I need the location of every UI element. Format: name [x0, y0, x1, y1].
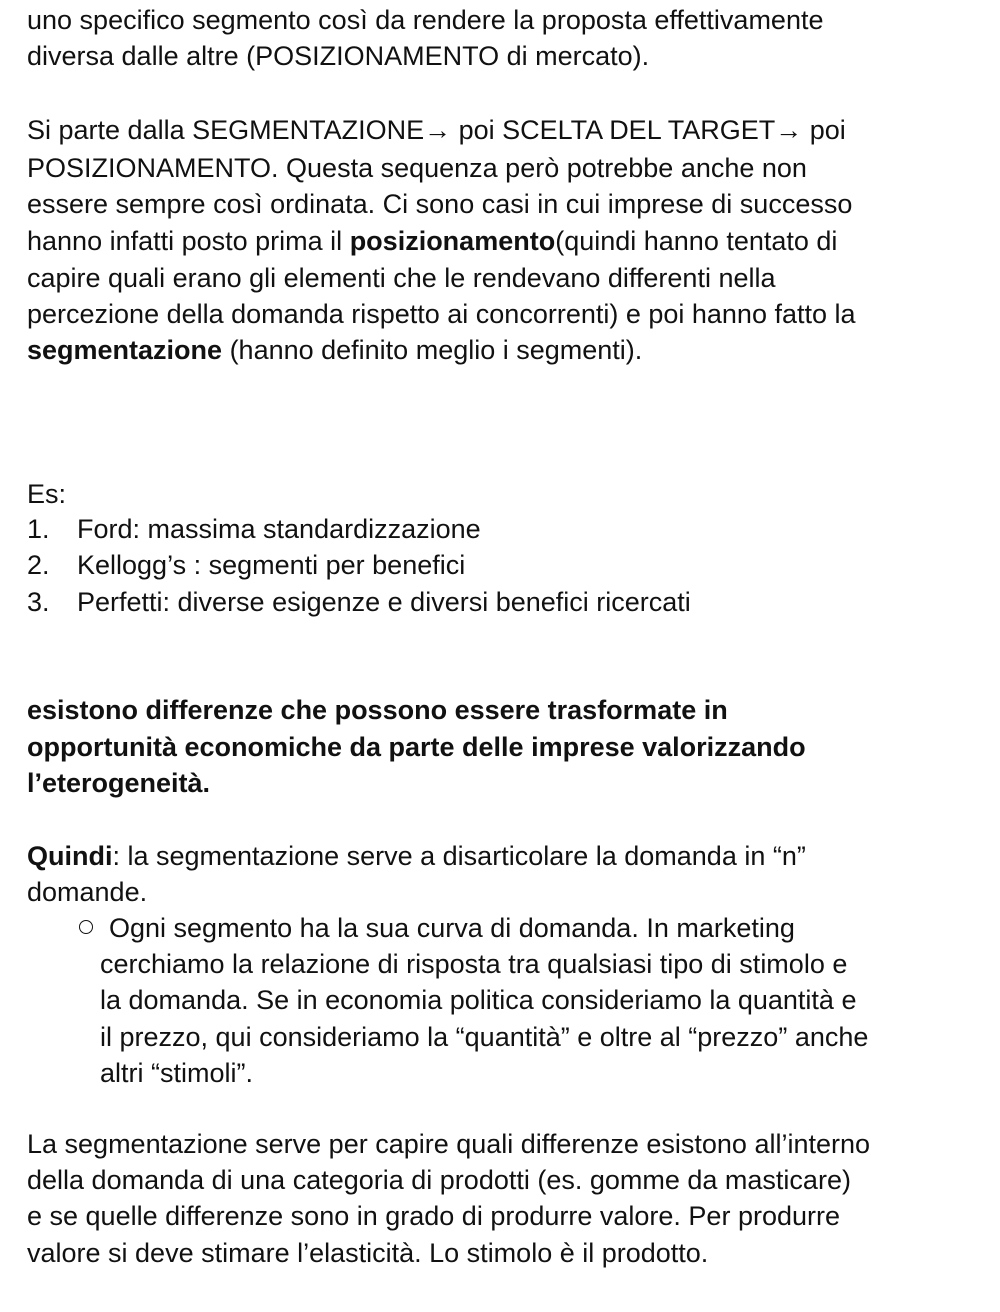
list-item-number: 2.	[27, 550, 50, 580]
sequence-line-5: capire quali erano gli elementi che le rendevano differenti nella	[27, 263, 776, 293]
sequence-line-3: essere sempre così ordinata. Ci sono casi in cui imprese di successo	[27, 189, 853, 219]
bullet-line-5: altri “stimoli”.	[100, 1058, 253, 1088]
closing-line-1: La segmentazione serve per capire quali differenze esistono all’interno	[27, 1129, 871, 1159]
quindi-line-1-post: : la segmentazione serve a disarticolare la domanda in “n”	[112, 841, 806, 871]
statement-line-1: esistono differenze che possono essere trasformate in	[27, 695, 728, 725]
closing-line-4: valore si deve stimare l’elasticità. Lo stimolo è il prodotto.	[27, 1238, 709, 1268]
bold-quindi: Quindi	[27, 841, 113, 871]
sequence-line-4	[27, 223, 837, 259]
bullet-line-3: la domanda. Se in economia politica consideriamo la quantità e	[100, 985, 857, 1015]
examples-heading: Es:	[27, 479, 67, 509]
intro-line-2: diversa dalle altre (POSIZIONAMENTO di mercato).	[27, 41, 650, 71]
hollow-bullet-icon	[79, 920, 93, 934]
quindi-line-1	[27, 838, 806, 874]
closing-line-2: della domanda di una categoria di prodotti (es. gomme da masticare)	[27, 1165, 851, 1195]
sequence-line-2: POSIZIONAMENTO. Questa sequenza però potrebbe anche non	[27, 153, 807, 183]
list-item-number: 3.	[27, 587, 50, 617]
list-item	[0, 584, 1000, 620]
sequence-line-4-pre: hanno infatti posto prima il	[27, 226, 350, 256]
bullet-line-4: il prezzo, qui consideriamo la “quantità” e oltre al “prezzo” anche	[100, 1022, 869, 1052]
sequence-line-1: Si parte dalla SEGMENTAZIONE→ poi SCELTA DEL TARGET→ poi	[27, 115, 846, 145]
sequence-line-6: percezione della domanda rispetto ai concorrenti) e poi hanno fatto la	[27, 299, 856, 329]
list-item-number: 1.	[27, 514, 50, 544]
statement-line-2: opportunità economiche da parte delle imprese valorizzando	[27, 732, 806, 762]
bold-posizionamento: posizionamento	[349, 226, 556, 256]
list-item-text: Kellogg’s : segmenti per benefici	[77, 550, 466, 580]
list-item	[0, 547, 1000, 583]
sequence-line-7	[27, 332, 642, 368]
quindi-line-2: domande.	[27, 877, 148, 907]
sequence-line-7-post: (hanno definito meglio i segmenti).	[222, 335, 643, 365]
list-item	[0, 511, 1000, 547]
intro-line-1: uno specifico segmento così da rendere la proposta effettivamente	[27, 5, 824, 35]
list-item-text: Ford: massima standardizzazione	[77, 514, 481, 544]
sequence-line-4-post: (quindi hanno tentato di	[555, 226, 838, 256]
closing-line-3: e se quelle differenze sono in grado di produrre valore. Per produrre	[27, 1201, 840, 1231]
bold-segmentazione: segmentazione	[27, 335, 223, 365]
bullet-line-1: Ogni segmento ha la sua curva di domanda. In marketing	[109, 913, 795, 943]
statement-line-3: l’eterogeneità.	[27, 768, 211, 798]
list-item-text: Perfetti: diverse esigenze e diversi benefici ricercati	[77, 587, 691, 617]
bullet-line-2: cerchiamo la relazione di risposta tra qualsiasi tipo di stimolo e	[100, 949, 848, 979]
